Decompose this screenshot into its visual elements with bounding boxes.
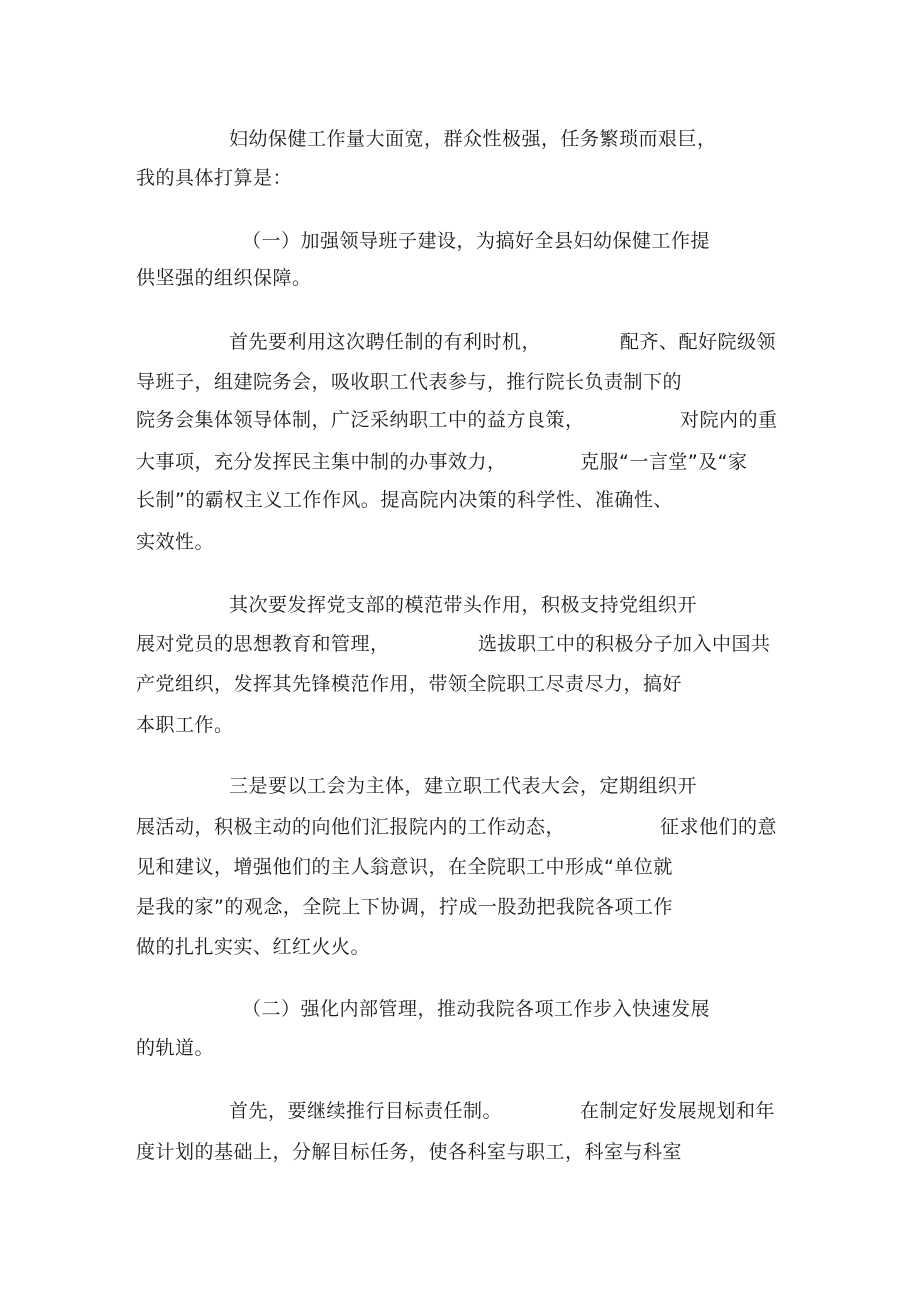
text-line: 长制”的霸权主义工作作风。提高院内决策的科学性、准确性、: [136, 489, 673, 511]
text-line: 选拔职工中的积极分子加入中国共: [478, 633, 771, 655]
text-line: 展对党员的思想教育和管理，: [136, 633, 390, 655]
text-line: 的轨道。: [136, 1037, 215, 1059]
text-line: 是我的家”的观念，全院上下协调，拧成一股劲把我院各项工作: [136, 896, 673, 918]
text-line: 大事项，充分发挥民主集中制的办事效力，: [136, 451, 507, 473]
text-line: 妇幼保健工作量大面宽，群众性极强，任务繁琐而艰巨，: [229, 128, 717, 150]
text-line: 做的扎扎实实、红红火火。: [136, 936, 371, 958]
text-line: 实效性。: [136, 531, 215, 553]
text-line: 首先要利用这次聘任制的有利时机，: [229, 331, 542, 353]
text-line: 配齐、配好院级领: [620, 331, 777, 353]
text-line: 克服“一言堂”及“家: [580, 451, 748, 473]
text-line: （二）强化内部管理，推动我院各项工作步入快速发展: [242, 998, 711, 1020]
text-line: 我的具体打算是：: [136, 167, 293, 189]
text-line: 其次要发挥党支部的模范带头作用，积极支持党组织开: [229, 594, 698, 616]
text-line: 导班子，组建院务会，吸收职工代表参与，推行院长负责制下的: [136, 371, 683, 393]
text-line: 供坚强的组织保障。: [136, 267, 312, 289]
text-line: 首先，要继续推行目标责任制。: [229, 1100, 503, 1122]
text-line: 展活动，积极主动的向他们汇报院内的工作动态，: [136, 816, 566, 838]
text-line: 对院内的重: [680, 409, 778, 431]
text-line: 度计划的基础上，分解目标任务，使各科室与职工，科室与科室: [136, 1141, 683, 1163]
text-line: 在制定好发展规划和年: [580, 1100, 776, 1122]
text-line: 院务会集体领导体制，广泛采纳职工中的益方良策，: [136, 409, 585, 431]
text-line: （一）加强领导班子建设，为搞好全县妇幼保健工作提: [242, 230, 711, 252]
text-line: 征求他们的意: [660, 816, 778, 838]
text-line: 产党组织，发挥其先锋模范作用，带领全院职工尽责尽力，搞好: [136, 673, 683, 695]
text-line: 本职工作。: [136, 714, 234, 736]
text-line: 见和建议，增强他们的主人翁意识，在全院职工中形成“单位就: [136, 856, 673, 878]
text-line: 三是要以工会为主体，建立职工代表大会，定期组织开: [229, 775, 698, 797]
